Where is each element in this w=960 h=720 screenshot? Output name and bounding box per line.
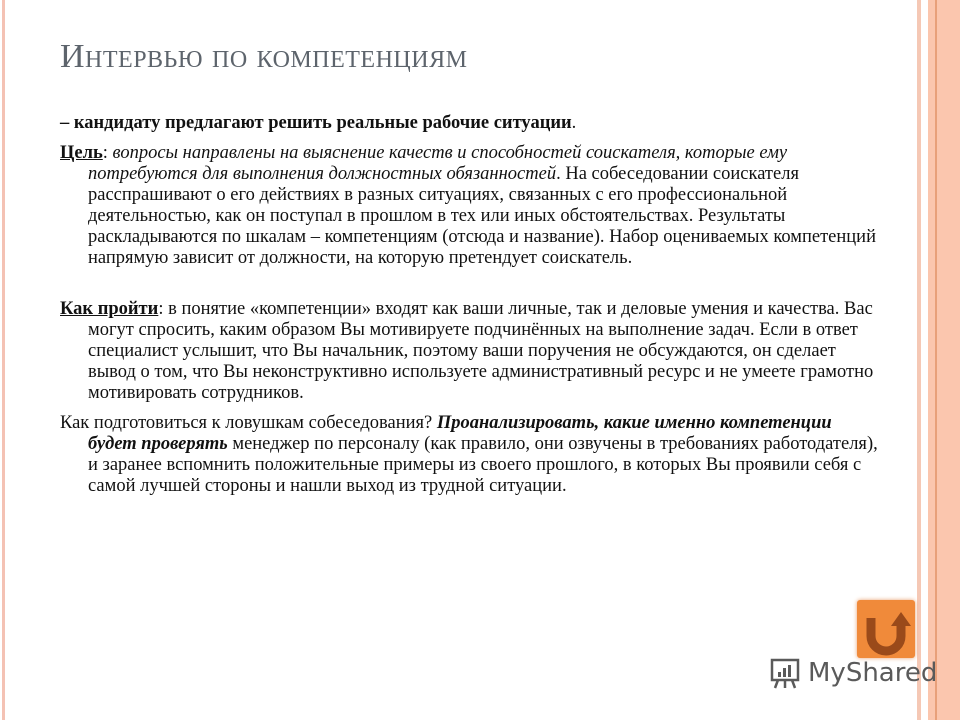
left-border [2, 0, 5, 720]
intro-paragraph [60, 113, 880, 134]
presentation-board-icon [768, 656, 802, 690]
how-paragraph [60, 299, 880, 404]
return-button[interactable] [857, 600, 915, 658]
intro-text: – кандидату предлагают решить реальные рабочие ситуации [60, 113, 572, 133]
goal-label: Цель [60, 143, 103, 163]
myshared-watermark [768, 656, 937, 690]
prep-paragraph [60, 413, 880, 497]
right-stripe [917, 0, 921, 720]
how-label: Как пройти [60, 299, 159, 319]
slide-title: Интервью по компетенциям [60, 38, 468, 75]
right-line [935, 0, 937, 720]
brand-text: MyShared [808, 658, 938, 688]
intro-end: . [571, 113, 577, 133]
how-text: : в понятие «компетенции» входят как ваши личные, так и деловые умения и качества. Вас могут спросить, каким образом Вы мотивируете подчинённых на выполнение задач. Если в ответ специалист услышит, что Вы начальник, поэтому ваши поручения не обсуждаются, он сделает вывод о том, что Вы неконструктивно используете административный ресурс и не умеете грамотно мотивировать сотрудников. [88, 299, 874, 403]
goal-italic: вопросы направлены на выяснение качеств и способностей соискателя, которые ему потребуются для выполнения должностных обязанностей [88, 143, 788, 184]
goal-text: . На собеседовании соискателя расспрашивают о его действиях в разных ситуациях, связанных с его профессиональной деятельностью, как он поступал в прошлом в тех или иных обстоятельствах. Результаты раскладываются по шкалам – компетенциям (отсюда и название). Набор оцениваемых компетенций напрямую зависит от должности, на которую претендует соискатель. [88, 164, 876, 268]
slide-body [60, 113, 880, 497]
right-band [928, 0, 960, 720]
prep-text: менеджер по персоналу (как правило, они озвучены в требованиях работодателя), и заранее вспомнить положительные примеры из своего прошлого, в которых Вы проявили себя с самой лучшей стороны и нашли выход из трудной ситуации. [88, 434, 878, 496]
prep-bold: Проанализировать, какие именно компетенции будет проверять [88, 413, 832, 454]
prep-question: Как подготовиться к ловушкам собеседования? [60, 413, 437, 433]
goal-paragraph: Цель: вопросы направлены на выяснение качеств и способностей соискателя, которые ему потребуются для выполнения должностных обязанностей. На собеседовании соискателя расспрашивают о его действиях в разных ситуациях, связанных с его профессиональной деятельностью, как он поступал в прошлом в тех или иных обстоятельствах. Результаты раскладываются по шкалам – компетенциям (отсюда и название). Набор оцениваемых компетенций напрямую зависит от должности, на которую претендует соискатель. [60, 143, 876, 268]
u-turn-arrow-icon [857, 600, 915, 658]
